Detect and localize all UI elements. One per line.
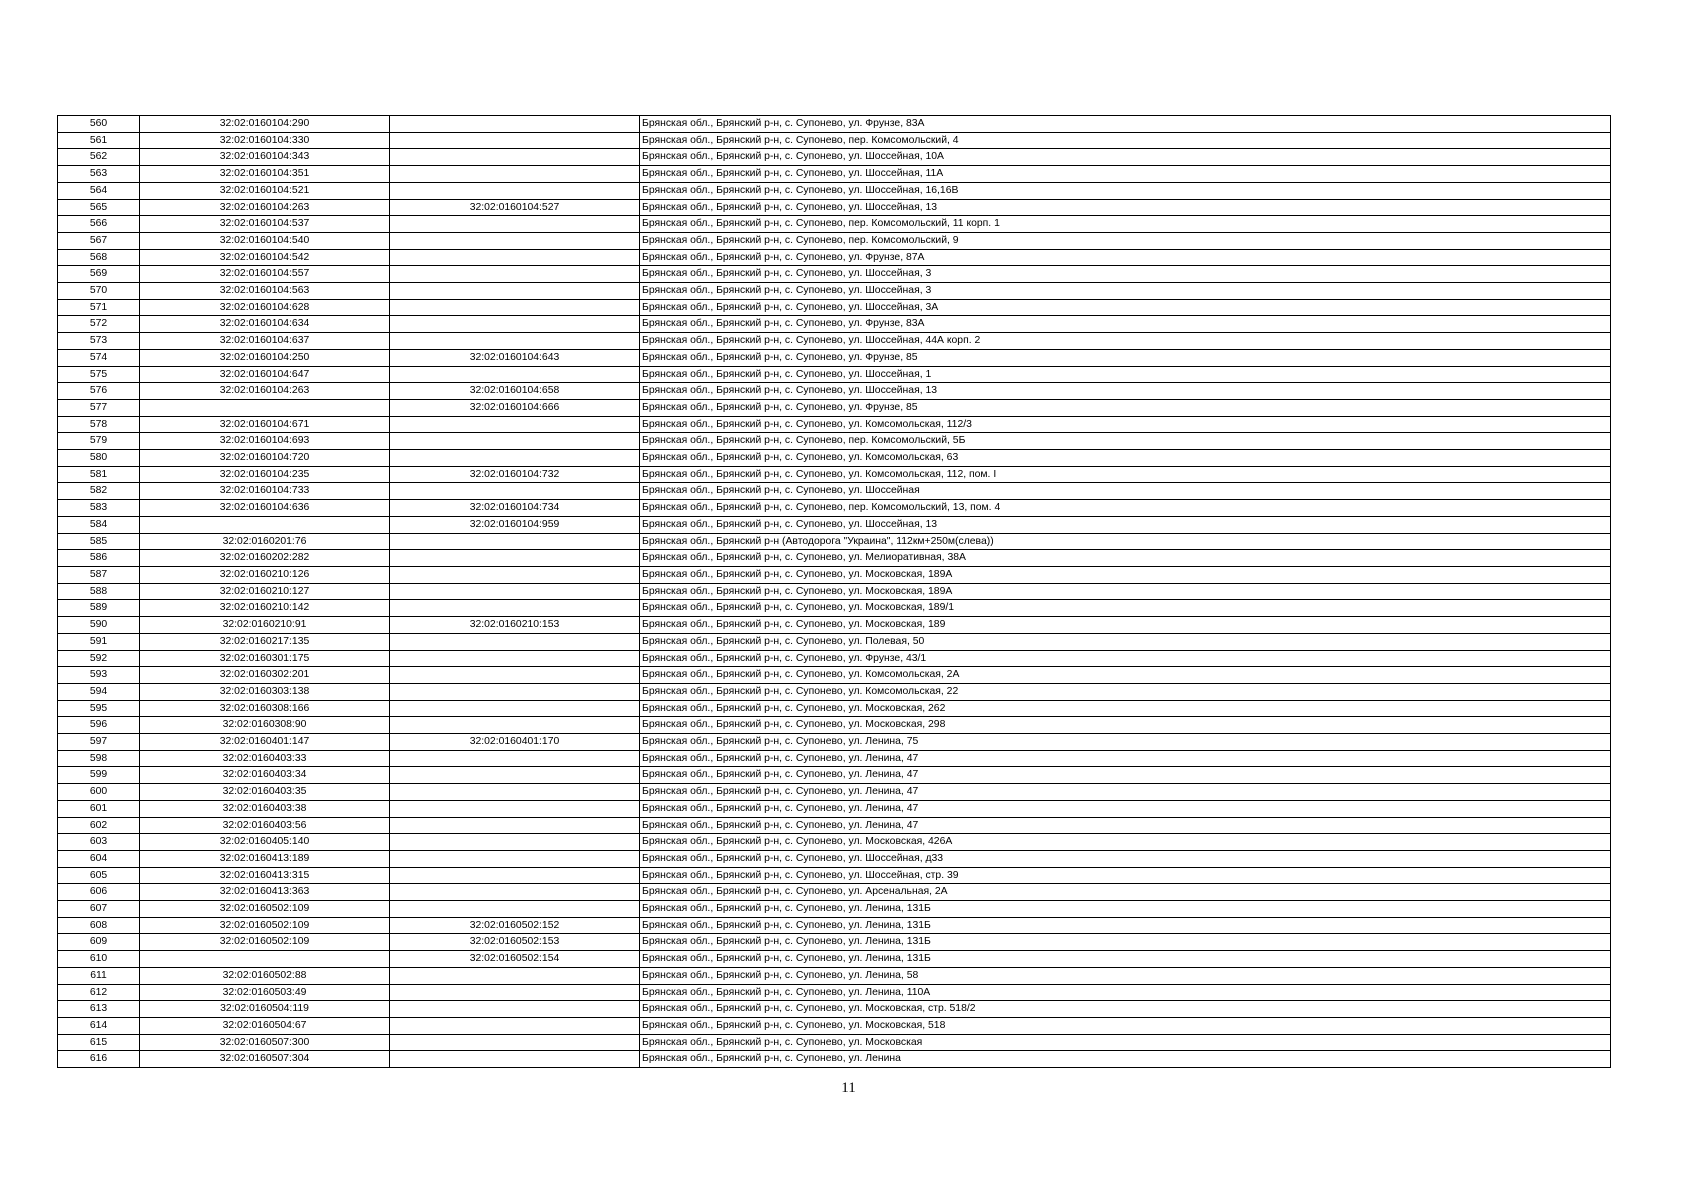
table-row	[58, 299, 1611, 316]
object-cadastral-number-cell	[390, 633, 640, 650]
table-row	[58, 533, 1611, 550]
address-cell: Брянская обл., Брянский р-н, с. Супонево, ул. Арсенальная, 2А	[640, 884, 1611, 901]
object-cadastral-number-cell	[390, 166, 640, 183]
table-row	[58, 149, 1611, 166]
row-number-cell: 579	[58, 433, 140, 450]
table-row	[58, 166, 1611, 183]
table-row	[58, 266, 1611, 283]
cadastral-number-cell: 32:02:0160104:540	[140, 232, 390, 249]
cadastral-number-cell	[140, 516, 390, 533]
row-number-cell: 584	[58, 516, 140, 533]
table-row	[58, 633, 1611, 650]
row-number-cell: 590	[58, 617, 140, 634]
table-row	[58, 901, 1611, 918]
table-row	[58, 232, 1611, 249]
object-cadastral-number-cell	[390, 116, 640, 133]
table-row	[58, 951, 1611, 968]
object-cadastral-number-cell: 32:02:0160210:153	[390, 617, 640, 634]
cadastral-number-cell: 32:02:0160104:521	[140, 182, 390, 199]
object-cadastral-number-cell	[390, 867, 640, 884]
table-row	[58, 500, 1611, 517]
table-row	[58, 834, 1611, 851]
cadastral-number-cell: 32:02:0160308:90	[140, 717, 390, 734]
table-row	[58, 316, 1611, 333]
table-row	[58, 1017, 1611, 1034]
table-row	[58, 683, 1611, 700]
object-cadastral-number-cell	[390, 232, 640, 249]
cadastral-number-cell: 32:02:0160302:201	[140, 667, 390, 684]
address-cell: Брянская обл., Брянский р-н, с. Супонево, ул. Фрунзе, 85	[640, 349, 1611, 366]
cadastral-number-cell: 32:02:0160104:647	[140, 366, 390, 383]
row-number-cell: 576	[58, 383, 140, 400]
address-cell: Брянская обл., Брянский р-н, с. Супонево, ул. Мелиоративная, 38А	[640, 550, 1611, 567]
object-cadastral-number-cell	[390, 583, 640, 600]
row-number-cell: 595	[58, 700, 140, 717]
cadastral-number-cell: 32:02:0160210:126	[140, 566, 390, 583]
cadastral-number-cell: 32:02:0160210:142	[140, 600, 390, 617]
row-number-cell: 606	[58, 884, 140, 901]
table-row	[58, 1001, 1611, 1018]
table-row	[58, 850, 1611, 867]
table-row	[58, 767, 1611, 784]
row-number-cell: 566	[58, 216, 140, 233]
address-cell: Брянская обл., Брянский р-н, с. Супонево, ул. Шоссейная, 13	[640, 199, 1611, 216]
address-cell: Брянская обл., Брянский р-н, с. Супонево, ул. Фрунзе, 87А	[640, 249, 1611, 266]
cadastral-number-cell: 32:02:0160104:330	[140, 132, 390, 149]
table-row	[58, 717, 1611, 734]
address-cell: Брянская обл., Брянский р-н, с. Супонево, ул. Московская, 426А	[640, 834, 1611, 851]
table-row	[58, 1034, 1611, 1051]
address-cell: Брянская обл., Брянский р-н, с. Супонево, ул. Шоссейная, 1	[640, 366, 1611, 383]
table-row	[58, 583, 1611, 600]
address-cell: Брянская обл., Брянский р-н, с. Супонево, пер. Комсомольский, 11 корп. 1	[640, 216, 1611, 233]
cadastral-number-cell: 32:02:0160413:315	[140, 867, 390, 884]
address-cell: Брянская обл., Брянский р-н, с. Супонево, ул. Ленина, 131Б	[640, 934, 1611, 951]
row-number-cell: 615	[58, 1034, 140, 1051]
address-cell: Брянская обл., Брянский р-н, с. Супонево, ул. Комсомольская, 112, пом. I	[640, 466, 1611, 483]
table-row	[58, 667, 1611, 684]
address-cell: Брянская обл., Брянский р-н, с. Супонево, ул. Ленина, 75	[640, 734, 1611, 751]
cadastral-number-cell: 32:02:0160104:693	[140, 433, 390, 450]
cadastral-number-cell: 32:02:0160202:282	[140, 550, 390, 567]
table-row	[58, 934, 1611, 951]
cadastral-number-cell: 32:02:0160104:263	[140, 199, 390, 216]
row-number-cell: 568	[58, 249, 140, 266]
cadastral-number-cell: 32:02:0160403:56	[140, 817, 390, 834]
table-row	[58, 917, 1611, 934]
address-cell: Брянская обл., Брянский р-н, с. Супонево, ул. Фрунзе, 85	[640, 399, 1611, 416]
row-number-cell: 598	[58, 750, 140, 767]
table-row	[58, 283, 1611, 300]
row-number-cell: 602	[58, 817, 140, 834]
object-cadastral-number-cell	[390, 600, 640, 617]
row-number-cell: 614	[58, 1017, 140, 1034]
address-cell: Брянская обл., Брянский р-н, с. Супонево, ул. Московская, стр. 518/2	[640, 1001, 1611, 1018]
cadastral-number-cell: 32:02:0160502:109	[140, 901, 390, 918]
object-cadastral-number-cell: 32:02:0160502:154	[390, 951, 640, 968]
address-cell: Брянская обл., Брянский р-н, с. Супонево, ул. Московская, 262	[640, 700, 1611, 717]
row-number-cell: 580	[58, 450, 140, 467]
address-cell: Брянская обл., Брянский р-н, с. Супонево, ул. Ленина, 47	[640, 817, 1611, 834]
cadastral-number-cell: 32:02:0160217:135	[140, 633, 390, 650]
table-row	[58, 817, 1611, 834]
table-row	[58, 867, 1611, 884]
row-number-cell: 578	[58, 416, 140, 433]
address-cell: Брянская обл., Брянский р-н, с. Супонево, ул. Комсомольская, 22	[640, 683, 1611, 700]
table-row	[58, 216, 1611, 233]
address-cell: Брянская обл., Брянский р-н, с. Супонево, ул. Ленина, 131Б	[640, 951, 1611, 968]
object-cadastral-number-cell: 32:02:0160104:527	[390, 199, 640, 216]
address-cell: Брянская обл., Брянский р-н, с. Супонево, ул. Шоссейная, 11А	[640, 166, 1611, 183]
table-row	[58, 199, 1611, 216]
address-cell: Брянская обл., Брянский р-н, с. Супонево, ул. Полевая, 50	[640, 633, 1611, 650]
cadastral-number-cell: 32:02:0160403:38	[140, 800, 390, 817]
row-number-cell: 593	[58, 667, 140, 684]
cadastral-number-cell: 32:02:0160401:147	[140, 734, 390, 751]
row-number-cell: 601	[58, 800, 140, 817]
object-cadastral-number-cell	[390, 149, 640, 166]
row-number-cell: 562	[58, 149, 140, 166]
row-number-cell: 567	[58, 232, 140, 249]
address-cell: Брянская обл., Брянский р-н, с. Супонево, ул. Комсомольская, 112/3	[640, 416, 1611, 433]
row-number-cell: 612	[58, 984, 140, 1001]
object-cadastral-number-cell: 32:02:0160104:732	[390, 466, 640, 483]
object-cadastral-number-cell	[390, 967, 640, 984]
table-row	[58, 383, 1611, 400]
table-row	[58, 349, 1611, 366]
cadastral-number-cell: 32:02:0160104:628	[140, 299, 390, 316]
row-number-cell: 571	[58, 299, 140, 316]
address-cell: Брянская обл., Брянский р-н, с. Супонево, ул. Ленина, 131Б	[640, 917, 1611, 934]
address-cell: Брянская обл., Брянский р-н, с. Супонево, ул. Московская, 298	[640, 717, 1611, 734]
address-cell: Брянская обл., Брянский р-н, с. Супонево, ул. Шоссейная, 10А	[640, 149, 1611, 166]
object-cadastral-number-cell	[390, 667, 640, 684]
row-number-cell: 560	[58, 116, 140, 133]
cadastral-number-cell: 32:02:0160104:343	[140, 149, 390, 166]
object-cadastral-number-cell	[390, 650, 640, 667]
address-cell: Брянская обл., Брянский р-н, с. Супонево, ул. Фрунзе, 43/1	[640, 650, 1611, 667]
row-number-cell: 605	[58, 867, 140, 884]
address-cell: Брянская обл., Брянский р-н, с. Супонево, ул. Ленина, 110А	[640, 984, 1611, 1001]
object-cadastral-number-cell	[390, 450, 640, 467]
row-number-cell: 563	[58, 166, 140, 183]
object-cadastral-number-cell	[390, 416, 640, 433]
table-row	[58, 600, 1611, 617]
table-row	[58, 800, 1611, 817]
address-cell: Брянская обл., Брянский р-н, с. Супонево, ул. Шоссейная, 3А	[640, 299, 1611, 316]
address-cell: Брянская обл., Брянский р-н, с. Супонево, ул. Шоссейная, 44А корп. 2	[640, 333, 1611, 350]
table-row	[58, 116, 1611, 133]
row-number-cell: 569	[58, 266, 140, 283]
object-cadastral-number-cell	[390, 717, 640, 734]
table-row	[58, 984, 1611, 1001]
cadastral-number-cell: 32:02:0160104:263	[140, 383, 390, 400]
row-number-cell: 581	[58, 466, 140, 483]
row-number-cell: 572	[58, 316, 140, 333]
address-cell: Брянская обл., Брянский р-н, с. Супонево, ул. Шоссейная, 13	[640, 383, 1611, 400]
table-row	[58, 884, 1611, 901]
cadastral-number-cell: 32:02:0160104:636	[140, 500, 390, 517]
cadastral-number-cell: 32:02:0160413:189	[140, 850, 390, 867]
object-cadastral-number-cell	[390, 182, 640, 199]
row-number-cell: 608	[58, 917, 140, 934]
row-number-cell: 611	[58, 967, 140, 984]
object-cadastral-number-cell	[390, 249, 640, 266]
address-cell: Брянская обл., Брянский р-н, с. Супонево, ул. Московская, 189А	[640, 583, 1611, 600]
cadastral-number-cell	[140, 951, 390, 968]
row-number-cell: 613	[58, 1001, 140, 1018]
table-body	[58, 116, 1611, 1068]
cadastral-number-cell: 32:02:0160405:140	[140, 834, 390, 851]
cadastral-number-cell: 32:02:0160104:557	[140, 266, 390, 283]
address-cell: Брянская обл., Брянский р-н, с. Супонево, пер. Комсомольский, 4	[640, 132, 1611, 149]
address-cell: Брянская обл., Брянский р-н, с. Супонево, ул. Фрунзе, 83А	[640, 316, 1611, 333]
table-row	[58, 516, 1611, 533]
row-number-cell: 589	[58, 600, 140, 617]
row-number-cell: 597	[58, 734, 140, 751]
row-number-cell: 591	[58, 633, 140, 650]
data-table	[57, 115, 1611, 1068]
table-row	[58, 1051, 1611, 1068]
address-cell: Брянская обл., Брянский р-н, с. Супонево, ул. Московская, 189А	[640, 566, 1611, 583]
cadastral-number-cell: 32:02:0160104:290	[140, 116, 390, 133]
row-number-cell: 596	[58, 717, 140, 734]
row-number-cell: 570	[58, 283, 140, 300]
row-number-cell: 574	[58, 349, 140, 366]
row-number-cell: 575	[58, 366, 140, 383]
object-cadastral-number-cell: 32:02:0160104:959	[390, 516, 640, 533]
cadastral-number-cell: 32:02:0160403:35	[140, 784, 390, 801]
cadastral-number-cell: 32:02:0160504:119	[140, 1001, 390, 1018]
cadastral-number-cell: 32:02:0160403:33	[140, 750, 390, 767]
address-cell: Брянская обл., Брянский р-н, с. Супонево, ул. Комсомольская, 63	[640, 450, 1611, 467]
row-number-cell: 585	[58, 533, 140, 550]
address-cell: Брянская обл., Брянский р-н, с. Супонево, ул. Шоссейная, стр. 39	[640, 867, 1611, 884]
object-cadastral-number-cell: 32:02:0160502:152	[390, 917, 640, 934]
table-row	[58, 416, 1611, 433]
address-cell: Брянская обл., Брянский р-н, с. Супонево, ул. Шоссейная, д33	[640, 850, 1611, 867]
table-row	[58, 466, 1611, 483]
cadastral-number-cell: 32:02:0160104:637	[140, 333, 390, 350]
object-cadastral-number-cell	[390, 884, 640, 901]
row-number-cell: 594	[58, 683, 140, 700]
row-number-cell: 607	[58, 901, 140, 918]
cadastral-number-cell: 32:02:0160403:34	[140, 767, 390, 784]
cadastral-number-cell: 32:02:0160504:67	[140, 1017, 390, 1034]
address-cell: Брянская обл., Брянский р-н, с. Супонево, ул. Московская	[640, 1034, 1611, 1051]
address-cell: Брянская обл., Брянский р-н, с. Супонево, ул. Московская, 518	[640, 1017, 1611, 1034]
address-cell: Брянская обл., Брянский р-н, с. Супонево, ул. Комсомольская, 2А	[640, 667, 1611, 684]
address-cell: Брянская обл., Брянский р-н, с. Супонево, ул. Ленина, 47	[640, 767, 1611, 784]
object-cadastral-number-cell	[390, 533, 640, 550]
table-row	[58, 700, 1611, 717]
object-cadastral-number-cell	[390, 1051, 640, 1068]
cadastral-number-cell: 32:02:0160104:537	[140, 216, 390, 233]
page-number: 11	[841, 1080, 856, 1096]
object-cadastral-number-cell	[390, 266, 640, 283]
object-cadastral-number-cell	[390, 767, 640, 784]
address-cell: Брянская обл., Брянский р-н, с. Супонево, ул. Шоссейная	[640, 483, 1611, 500]
address-cell: Брянская обл., Брянский р-н, с. Супонево, ул. Шоссейная, 16,16В	[640, 182, 1611, 199]
table-row	[58, 450, 1611, 467]
object-cadastral-number-cell	[390, 566, 640, 583]
object-cadastral-number-cell	[390, 984, 640, 1001]
object-cadastral-number-cell	[390, 132, 640, 149]
address-cell: Брянская обл., Брянский р-н, с. Супонево, ул. Фрунзе, 83А	[640, 116, 1611, 133]
row-number-cell: 586	[58, 550, 140, 567]
cadastral-number-cell: 32:02:0160507:300	[140, 1034, 390, 1051]
row-number-cell: 588	[58, 583, 140, 600]
cadastral-number-cell: 32:02:0160104:634	[140, 316, 390, 333]
address-cell: Брянская обл., Брянский р-н, с. Супонево, ул. Ленина, 131Б	[640, 901, 1611, 918]
row-number-cell: 587	[58, 566, 140, 583]
address-cell: Брянская обл., Брянский р-н, с. Супонево, ул. Ленина	[640, 1051, 1611, 1068]
object-cadastral-number-cell	[390, 784, 640, 801]
object-cadastral-number-cell	[390, 901, 640, 918]
table-row	[58, 333, 1611, 350]
cadastral-number-cell: 32:02:0160104:351	[140, 166, 390, 183]
object-cadastral-number-cell	[390, 366, 640, 383]
object-cadastral-number-cell	[390, 216, 640, 233]
object-cadastral-number-cell: 32:02:0160104:658	[390, 383, 640, 400]
cadastral-number-cell: 32:02:0160502:88	[140, 967, 390, 984]
row-number-cell: 609	[58, 934, 140, 951]
address-cell: Брянская обл., Брянский р-н, с. Супонево, ул. Московская, 189/1	[640, 600, 1611, 617]
object-cadastral-number-cell	[390, 700, 640, 717]
cadastral-number-cell: 32:02:0160503:49	[140, 984, 390, 1001]
address-cell: Брянская обл., Брянский р-н, с. Супонево, ул. Шоссейная, 3	[640, 266, 1611, 283]
address-cell: Брянская обл., Брянский р-н, с. Супонево, ул. Ленина, 47	[640, 750, 1611, 767]
cadastral-number-cell: 32:02:0160301:175	[140, 650, 390, 667]
object-cadastral-number-cell	[390, 850, 640, 867]
address-cell: Брянская обл., Брянский р-н, с. Супонево, ул. Ленина, 58	[640, 967, 1611, 984]
object-cadastral-number-cell	[390, 333, 640, 350]
cadastral-number-cell: 32:02:0160502:109	[140, 917, 390, 934]
row-number-cell: 577	[58, 399, 140, 416]
object-cadastral-number-cell: 32:02:0160104:734	[390, 500, 640, 517]
object-cadastral-number-cell: 32:02:0160104:666	[390, 399, 640, 416]
table-row	[58, 967, 1611, 984]
address-cell: Брянская обл., Брянский р-н, с. Супонево, ул. Московская, 189	[640, 617, 1611, 634]
table-row	[58, 182, 1611, 199]
object-cadastral-number-cell	[390, 433, 640, 450]
cadastral-number-cell: 32:02:0160104:671	[140, 416, 390, 433]
object-cadastral-number-cell: 32:02:0160104:643	[390, 349, 640, 366]
cadastral-number-cell: 32:02:0160210:91	[140, 617, 390, 634]
address-cell: Брянская обл., Брянский р-н, с. Супонево, ул. Ленина, 47	[640, 784, 1611, 801]
table-row	[58, 734, 1611, 751]
object-cadastral-number-cell	[390, 1017, 640, 1034]
row-number-cell: 604	[58, 850, 140, 867]
table-row	[58, 132, 1611, 149]
address-cell: Брянская обл., Брянский р-н, с. Супонево, пер. Комсомольский, 13, пом. 4	[640, 500, 1611, 517]
object-cadastral-number-cell	[390, 550, 640, 567]
row-number-cell: 565	[58, 199, 140, 216]
cadastral-number-cell: 32:02:0160104:235	[140, 466, 390, 483]
object-cadastral-number-cell	[390, 1001, 640, 1018]
cadastral-number-cell: 32:02:0160201:76	[140, 533, 390, 550]
table-row	[58, 750, 1611, 767]
object-cadastral-number-cell: 32:02:0160502:153	[390, 934, 640, 951]
cadastral-number-cell: 32:02:0160502:109	[140, 934, 390, 951]
address-cell: Брянская обл., Брянский р-н (Автодорога "Украина", 112км+250м(слева))	[640, 533, 1611, 550]
row-number-cell: 616	[58, 1051, 140, 1068]
cadastral-number-cell: 32:02:0160104:563	[140, 283, 390, 300]
row-number-cell: 583	[58, 500, 140, 517]
object-cadastral-number-cell	[390, 750, 640, 767]
object-cadastral-number-cell	[390, 483, 640, 500]
address-cell: Брянская обл., Брянский р-н, с. Супонево, пер. Комсомольский, 9	[640, 232, 1611, 249]
row-number-cell: 599	[58, 767, 140, 784]
object-cadastral-number-cell	[390, 800, 640, 817]
cadastral-number-cell: 32:02:0160308:166	[140, 700, 390, 717]
table-row	[58, 366, 1611, 383]
table-row	[58, 566, 1611, 583]
row-number-cell: 573	[58, 333, 140, 350]
cadastral-number-cell	[140, 399, 390, 416]
cadastral-number-cell: 32:02:0160210:127	[140, 583, 390, 600]
table-row	[58, 550, 1611, 567]
table-row	[58, 483, 1611, 500]
address-cell: Брянская обл., Брянский р-н, с. Супонево, пер. Комсомольский, 5Б	[640, 433, 1611, 450]
object-cadastral-number-cell: 32:02:0160401:170	[390, 734, 640, 751]
cadastral-number-cell: 32:02:0160507:304	[140, 1051, 390, 1068]
table-row	[58, 249, 1611, 266]
row-number-cell: 610	[58, 951, 140, 968]
row-number-cell: 582	[58, 483, 140, 500]
table-row	[58, 433, 1611, 450]
row-number-cell: 603	[58, 834, 140, 851]
cadastral-number-cell: 32:02:0160303:138	[140, 683, 390, 700]
cadastral-number-cell: 32:02:0160413:363	[140, 884, 390, 901]
object-cadastral-number-cell	[390, 834, 640, 851]
object-cadastral-number-cell	[390, 299, 640, 316]
object-cadastral-number-cell	[390, 316, 640, 333]
table-row	[58, 617, 1611, 634]
row-number-cell: 564	[58, 182, 140, 199]
row-number-cell: 561	[58, 132, 140, 149]
table-row	[58, 399, 1611, 416]
address-cell: Брянская обл., Брянский р-н, с. Супонево, ул. Шоссейная, 13	[640, 516, 1611, 533]
object-cadastral-number-cell	[390, 683, 640, 700]
address-cell: Брянская обл., Брянский р-н, с. Супонево, ул. Шоссейная, 3	[640, 283, 1611, 300]
cadastral-number-cell: 32:02:0160104:733	[140, 483, 390, 500]
address-cell: Брянская обл., Брянский р-н, с. Супонево, ул. Ленина, 47	[640, 800, 1611, 817]
table-row	[58, 784, 1611, 801]
cadastral-number-cell: 32:02:0160104:542	[140, 249, 390, 266]
cadastral-number-cell: 32:02:0160104:720	[140, 450, 390, 467]
object-cadastral-number-cell	[390, 283, 640, 300]
row-number-cell: 600	[58, 784, 140, 801]
row-number-cell: 592	[58, 650, 140, 667]
object-cadastral-number-cell	[390, 817, 640, 834]
cadastral-number-cell: 32:02:0160104:250	[140, 349, 390, 366]
table-row	[58, 650, 1611, 667]
object-cadastral-number-cell	[390, 1034, 640, 1051]
